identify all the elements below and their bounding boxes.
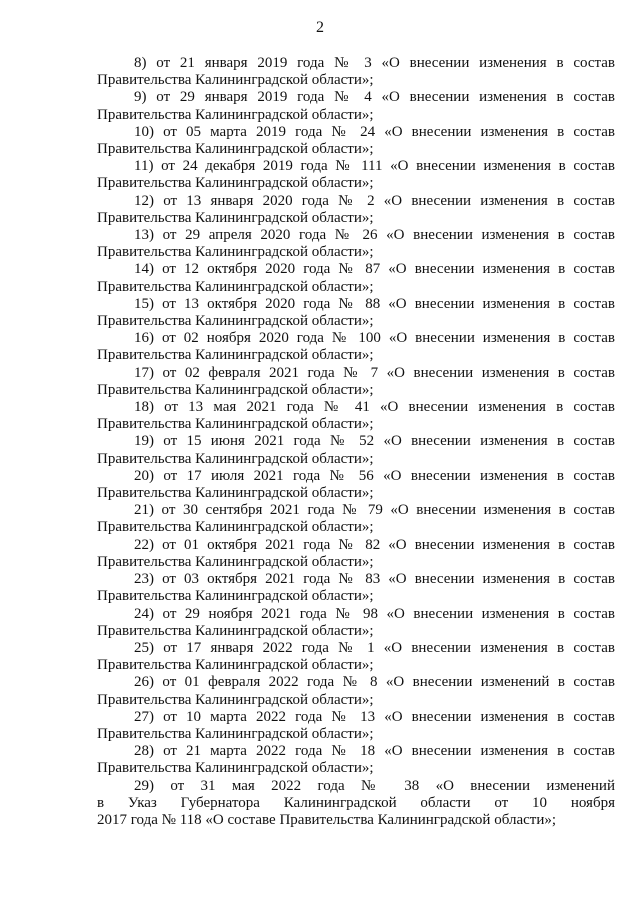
list-item-line: Правительства Калининградской области»;	[97, 278, 374, 295]
list-item	[97, 296, 615, 330]
list-item	[97, 261, 615, 295]
list-item-line: в Указ Губернатора Калининградской области от 10 ноября	[97, 794, 615, 811]
list-item-line: 11) от 24 декабря 2019 года № 111 «О внесении изменения в состав	[134, 158, 615, 175]
list-item-line: Правительства Калининградской области»;	[97, 519, 374, 536]
list-item-line: 28) от 21 марта 2022 года № 18 «О внесении изменения в состав	[134, 743, 615, 760]
list-item-line: 27) от 10 марта 2022 года № 13 «О внесении изменения в состав	[134, 708, 615, 725]
list-item-line: Правительства Калининградской области»;	[97, 72, 374, 89]
list-item-line: 16) от 02 ноября 2020 года № 100 «О внесении изменения в состав	[134, 330, 615, 347]
page-number: 2	[316, 19, 324, 36]
list-item-line: 23) от 03 октября 2021 года № 83 «О внесении изменения в состав	[134, 571, 615, 588]
list-item	[97, 365, 615, 399]
list-item	[97, 227, 615, 261]
list-item	[97, 778, 615, 830]
list-item-line: Правительства Калининградской области»;	[97, 485, 374, 502]
list-item-line: Правительства Калининградской области»;	[97, 175, 374, 192]
list-item-line: 14) от 12 октября 2020 года № 87 «О внесении изменения в состав	[134, 261, 615, 278]
list-item-line: Правительства Калининградской области»;	[97, 657, 374, 674]
list-item-line: 8) от 21 января 2019 года № 3 «О внесении изменения в состав	[134, 55, 615, 71]
list-item-line: Правительства Калининградской области»;	[97, 106, 374, 123]
list-item-line: Правительства Калининградской области»;	[97, 553, 374, 570]
list-item	[97, 674, 615, 708]
list-item-line: Правительства Калининградской области»;	[97, 141, 374, 158]
list-item	[97, 537, 615, 571]
list-item-line: 20) от 17 июля 2021 года № 56 «О внесении изменения в состав	[134, 467, 615, 484]
list-item	[97, 433, 615, 467]
list-item-line: Правительства Калининградской области»;	[97, 347, 374, 364]
list-item-line: 2017 года № 118 «О составе Правительства Калининградской области»;	[97, 811, 557, 828]
list-item	[97, 709, 615, 743]
list-item-line: Правительства Калининградской области»;	[97, 760, 374, 777]
list-item-line: 18) от 13 мая 2021 года № 41 «О внесении изменения в состав	[134, 399, 615, 416]
list-item-line: 19) от 15 июня 2021 года № 52 «О внесении изменения в состав	[134, 433, 615, 450]
list-item	[97, 124, 615, 158]
list-item	[97, 606, 615, 640]
list-item-line: 17) от 02 февраля 2021 года № 7 «О внесении изменения в состав	[134, 364, 615, 381]
document-body	[97, 55, 615, 829]
list-item-line: Правительства Калининградской области»;	[97, 450, 374, 467]
list-item-line: Правительства Калининградской области»;	[97, 313, 374, 330]
list-item-line: 29) от 31 мая 2022 года № 38 «О внесении изменений	[134, 777, 615, 794]
list-item-line: Правительства Калининградской области»;	[97, 416, 374, 433]
list-item-line: Правительства Калининградской области»;	[97, 622, 374, 639]
list-item-line: Правительства Калининградской области»;	[97, 725, 374, 742]
list-item	[97, 89, 615, 123]
list-item-line: 21) от 30 сентября 2021 года № 79 «О внесении изменения в состав	[134, 502, 615, 519]
list-item-line: Правительства Калининградской области»;	[97, 691, 374, 708]
list-item	[97, 743, 615, 777]
list-item	[97, 640, 615, 674]
list-item	[97, 193, 615, 227]
list-item-line: Правительства Калининградской области»;	[97, 381, 374, 398]
list-item-line: 25) от 17 января 2022 года № 1 «О внесении изменения в состав	[134, 639, 615, 656]
list-item-line: Правительства Калининградской области»;	[97, 244, 374, 261]
list-item	[97, 571, 615, 605]
list-item	[97, 55, 615, 89]
list-item-line: 26) от 01 февраля 2022 года № 8 «О внесении изменений в состав	[134, 674, 615, 691]
list-item	[97, 399, 615, 433]
list-item	[97, 330, 615, 364]
list-item-line: 9) от 29 января 2019 года № 4 «О внесении изменения в состав	[134, 89, 615, 106]
list-item-line: Правительства Калининградской области»;	[97, 588, 374, 605]
list-item	[97, 468, 615, 502]
list-item-line: 12) от 13 января 2020 года № 2 «О внесении изменения в состав	[134, 192, 615, 209]
list-item	[97, 158, 615, 192]
list-item-line: Правительства Калининградской области»;	[97, 209, 374, 226]
list-item	[97, 502, 615, 536]
list-item-line: 15) от 13 октября 2020 года № 88 «О внесении изменения в состав	[134, 295, 615, 312]
list-item-line: 22) от 01 октября 2021 года № 82 «О внесении изменения в состав	[134, 536, 615, 553]
list-item-line: 24) от 29 ноября 2021 года № 98 «О внесении изменения в состав	[134, 605, 615, 622]
list-item-line: 10) от 05 марта 2019 года № 24 «О внесении изменения в состав	[134, 123, 615, 140]
list-item-line: 13) от 29 апреля 2020 года № 26 «О внесении изменения в состав	[134, 227, 615, 244]
